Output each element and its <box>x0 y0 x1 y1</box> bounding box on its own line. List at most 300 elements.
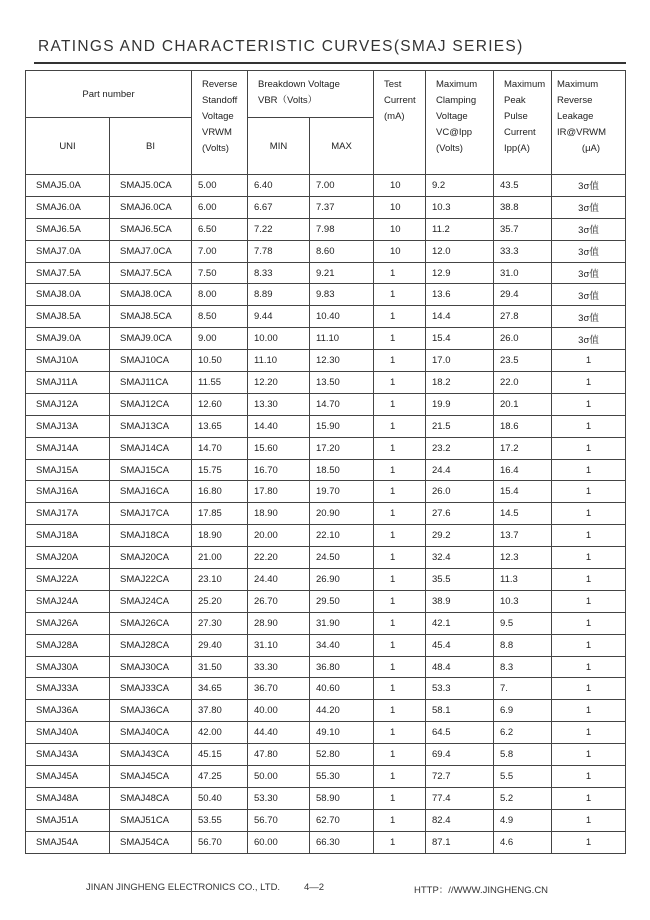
table-cell-vrwm: 27.30 <box>192 612 248 634</box>
table-cell-bi: SMAJ48CA <box>110 787 192 809</box>
table-cell-vrwm: 53.55 <box>192 809 248 831</box>
table-cell-it: 1 <box>374 481 426 503</box>
table-cell-ir: 1 <box>552 393 626 415</box>
table-cell-min: 10.00 <box>248 328 310 350</box>
table-cell-vc: 21.5 <box>426 415 494 437</box>
table-cell-ir: 1 <box>552 459 626 481</box>
table-cell-ir: 1 <box>552 481 626 503</box>
table-cell-vc: 10.3 <box>426 196 494 218</box>
table-cell-it: 1 <box>374 284 426 306</box>
table-cell-ipp: 17.2 <box>494 437 552 459</box>
table-cell-it: 10 <box>374 240 426 262</box>
table-cell-bi: SMAJ8.0CA <box>110 284 192 306</box>
table-cell-it: 1 <box>374 547 426 569</box>
table-cell-it: 1 <box>374 590 426 612</box>
table-cell-vc: 45.4 <box>426 634 494 656</box>
table-cell-bi: SMAJ5.0CA <box>110 175 192 197</box>
table-cell-it: 1 <box>374 744 426 766</box>
table-cell-vc: 15.4 <box>426 328 494 350</box>
table-cell-min: 14.40 <box>248 415 310 437</box>
table-cell-ipp: 11.3 <box>494 569 552 591</box>
table-row <box>26 787 626 809</box>
table-cell-uni: SMAJ12A <box>26 393 110 415</box>
table-row <box>26 306 626 328</box>
table-cell-it: 1 <box>374 503 426 525</box>
table-cell-bi: SMAJ28CA <box>110 634 192 656</box>
table-cell-uni: SMAJ8.5A <box>26 306 110 328</box>
table-cell-vc: 35.5 <box>426 569 494 591</box>
table-cell-vc: 12.0 <box>426 240 494 262</box>
table-cell-bi: SMAJ6.0CA <box>110 196 192 218</box>
table-cell-ipp: 16.4 <box>494 459 552 481</box>
table-cell-vrwm: 17.85 <box>192 503 248 525</box>
table-cell-ipp: 9.5 <box>494 612 552 634</box>
table-cell-bi: SMAJ15CA <box>110 459 192 481</box>
table-row <box>26 809 626 831</box>
table-cell-vc: 82.4 <box>426 809 494 831</box>
table-cell-min: 40.00 <box>248 700 310 722</box>
table-cell-ir: 1 <box>552 787 626 809</box>
table-cell-max: 20.90 <box>310 503 374 525</box>
table-cell-it: 1 <box>374 372 426 394</box>
table-cell-bi: SMAJ7.0CA <box>110 240 192 262</box>
table-cell-ipp: 18.6 <box>494 415 552 437</box>
table-cell-vrwm: 15.75 <box>192 459 248 481</box>
table-row <box>26 393 626 415</box>
table-cell-uni: SMAJ18A <box>26 525 110 547</box>
table-cell-max: 26.90 <box>310 569 374 591</box>
table-cell-min: 20.00 <box>248 525 310 547</box>
vbr-min-header: MIN <box>248 118 310 175</box>
table-cell-vrwm: 14.70 <box>192 437 248 459</box>
table-cell-ir: 1 <box>552 350 626 372</box>
table-cell-vc: 38.9 <box>426 590 494 612</box>
table-row <box>26 831 626 853</box>
table-cell-vrwm: 7.00 <box>192 240 248 262</box>
table-row <box>26 415 626 437</box>
table-cell-vc: 11.2 <box>426 218 494 240</box>
table-cell-vrwm: 11.55 <box>192 372 248 394</box>
table-cell-ir: 3σ值 <box>552 262 626 284</box>
table-cell-vrwm: 31.50 <box>192 656 248 678</box>
table-cell-ipp: 7. <box>494 678 552 700</box>
table-row <box>26 700 626 722</box>
table-cell-ir: 1 <box>552 415 626 437</box>
table-cell-ir: 1 <box>552 503 626 525</box>
table-row <box>26 350 626 372</box>
table-cell-bi: SMAJ36CA <box>110 700 192 722</box>
table-cell-ipp: 5.2 <box>494 787 552 809</box>
table-cell-ipp: 8.8 <box>494 634 552 656</box>
table-cell-bi: SMAJ51CA <box>110 809 192 831</box>
table-cell-uni: SMAJ24A <box>26 590 110 612</box>
table-cell-uni: SMAJ54A <box>26 831 110 853</box>
table-cell-uni: SMAJ5.0A <box>26 175 110 197</box>
table-cell-bi: SMAJ54CA <box>110 831 192 853</box>
table-cell-min: 7.22 <box>248 218 310 240</box>
table-cell-min: 8.89 <box>248 284 310 306</box>
table-cell-uni: SMAJ8.0A <box>26 284 110 306</box>
table-cell-vrwm: 6.50 <box>192 218 248 240</box>
table-cell-bi: SMAJ11CA <box>110 372 192 394</box>
table-cell-max: 62.70 <box>310 809 374 831</box>
table-cell-max: 66.30 <box>310 831 374 853</box>
table-cell-vc: 24.4 <box>426 459 494 481</box>
table-cell-uni: SMAJ13A <box>26 415 110 437</box>
footer-website: HTTP：//WWW.JINGHENG.CN <box>414 885 549 896</box>
table-cell-ipp: 33.3 <box>494 240 552 262</box>
part-number-header: Part number <box>26 71 192 118</box>
table-cell-max: 29.50 <box>310 590 374 612</box>
table-row <box>26 262 626 284</box>
table-row <box>26 766 626 788</box>
table-cell-ir: 1 <box>552 634 626 656</box>
table-cell-max: 10.40 <box>310 306 374 328</box>
table-cell-ipp: 20.1 <box>494 393 552 415</box>
table-cell-ipp: 5.5 <box>494 766 552 788</box>
spec-table-body <box>26 175 626 854</box>
table-cell-ir: 3σ值 <box>552 284 626 306</box>
table-cell-it: 1 <box>374 525 426 547</box>
table-cell-ir: 1 <box>552 437 626 459</box>
table-cell-ir: 3σ值 <box>552 328 626 350</box>
table-cell-ipp: 23.5 <box>494 350 552 372</box>
table-cell-min: 13.30 <box>248 393 310 415</box>
table-cell-ipp: 10.3 <box>494 590 552 612</box>
table-row <box>26 459 626 481</box>
table-cell-vc: 12.9 <box>426 262 494 284</box>
table-cell-vrwm: 18.90 <box>192 525 248 547</box>
table-row <box>26 503 626 525</box>
page-title: RATINGS AND CHARACTERISTIC CURVES(SMAJ SERIES) <box>38 38 524 55</box>
table-cell-max: 22.10 <box>310 525 374 547</box>
table-cell-uni: SMAJ48A <box>26 787 110 809</box>
table-cell-vc: 42.1 <box>426 612 494 634</box>
table-cell-vrwm: 29.40 <box>192 634 248 656</box>
table-cell-vc: 26.0 <box>426 481 494 503</box>
table-cell-ir: 3σ值 <box>552 306 626 328</box>
table-cell-vrwm: 47.25 <box>192 766 248 788</box>
vrwm-header: Reverse Standoff Voltage VRWM (Volts) <box>192 71 248 175</box>
table-cell-min: 28.90 <box>248 612 310 634</box>
table-row <box>26 547 626 569</box>
table-cell-ir: 1 <box>552 569 626 591</box>
table-cell-uni: SMAJ28A <box>26 634 110 656</box>
table-cell-vc: 23.2 <box>426 437 494 459</box>
table-cell-vrwm: 8.00 <box>192 284 248 306</box>
table-cell-vc: 53.3 <box>426 678 494 700</box>
table-cell-max: 17.20 <box>310 437 374 459</box>
table-cell-ir: 3σ值 <box>552 175 626 197</box>
table-cell-vrwm: 16.80 <box>192 481 248 503</box>
table-cell-vc: 27.6 <box>426 503 494 525</box>
vbr-header: Breakdown Voltage VBR（Volts） <box>248 71 374 118</box>
table-row <box>26 656 626 678</box>
table-cell-ipp: 31.0 <box>494 262 552 284</box>
table-cell-ipp: 38.8 <box>494 196 552 218</box>
table-cell-max: 58.90 <box>310 787 374 809</box>
table-cell-ipp: 14.5 <box>494 503 552 525</box>
table-cell-bi: SMAJ26CA <box>110 612 192 634</box>
table-cell-max: 12.30 <box>310 350 374 372</box>
table-cell-uni: SMAJ11A <box>26 372 110 394</box>
table-cell-max: 8.60 <box>310 240 374 262</box>
table-cell-vrwm: 10.50 <box>192 350 248 372</box>
table-cell-ipp: 4.6 <box>494 831 552 853</box>
table-row <box>26 590 626 612</box>
table-cell-vrwm: 50.40 <box>192 787 248 809</box>
table-cell-uni: SMAJ10A <box>26 350 110 372</box>
table-cell-uni: SMAJ14A <box>26 437 110 459</box>
table-row <box>26 634 626 656</box>
table-cell-it: 1 <box>374 612 426 634</box>
table-cell-min: 50.00 <box>248 766 310 788</box>
table-cell-max: 34.40 <box>310 634 374 656</box>
table-cell-bi: SMAJ9.0CA <box>110 328 192 350</box>
table-cell-bi: SMAJ16CA <box>110 481 192 503</box>
table-cell-max: 18.50 <box>310 459 374 481</box>
table-cell-min: 18.90 <box>248 503 310 525</box>
table-cell-min: 33.30 <box>248 656 310 678</box>
table-cell-max: 55.30 <box>310 766 374 788</box>
table-cell-ipp: 8.3 <box>494 656 552 678</box>
table-cell-bi: SMAJ7.5CA <box>110 262 192 284</box>
table-cell-bi: SMAJ18CA <box>110 525 192 547</box>
table-cell-it: 10 <box>374 218 426 240</box>
table-cell-it: 1 <box>374 306 426 328</box>
table-cell-bi: SMAJ40CA <box>110 722 192 744</box>
table-cell-min: 6.40 <box>248 175 310 197</box>
table-row <box>26 196 626 218</box>
table-cell-ipp: 6.9 <box>494 700 552 722</box>
table-cell-bi: SMAJ17CA <box>110 503 192 525</box>
table-cell-vrwm: 8.50 <box>192 306 248 328</box>
table-cell-ir: 3σ值 <box>552 240 626 262</box>
table-cell-max: 7.37 <box>310 196 374 218</box>
table-cell-bi: SMAJ22CA <box>110 569 192 591</box>
table-cell-vc: 87.1 <box>426 831 494 853</box>
table-cell-it: 1 <box>374 328 426 350</box>
table-cell-vc: 72.7 <box>426 766 494 788</box>
footer-page-number: 4—2 <box>304 882 325 893</box>
table-cell-max: 7.98 <box>310 218 374 240</box>
table-cell-uni: SMAJ51A <box>26 809 110 831</box>
table-cell-max: 19.70 <box>310 481 374 503</box>
table-cell-uni: SMAJ15A <box>26 459 110 481</box>
table-cell-max: 36.80 <box>310 656 374 678</box>
table-cell-bi: SMAJ14CA <box>110 437 192 459</box>
table-cell-max: 13.50 <box>310 372 374 394</box>
table-cell-min: 7.78 <box>248 240 310 262</box>
table-cell-bi: SMAJ8.5CA <box>110 306 192 328</box>
table-cell-min: 44.40 <box>248 722 310 744</box>
table-cell-uni: SMAJ30A <box>26 656 110 678</box>
table-cell-min: 56.70 <box>248 809 310 831</box>
test-current-header: Test Current (mA) <box>374 71 426 175</box>
table-row <box>26 284 626 306</box>
table-cell-ir: 1 <box>552 700 626 722</box>
table-cell-max: 44.20 <box>310 700 374 722</box>
table-cell-min: 26.70 <box>248 590 310 612</box>
table-cell-it: 1 <box>374 722 426 744</box>
table-cell-vc: 69.4 <box>426 744 494 766</box>
table-cell-ir: 1 <box>552 656 626 678</box>
table-cell-max: 14.70 <box>310 393 374 415</box>
table-cell-vrwm: 21.00 <box>192 547 248 569</box>
table-cell-max: 52.80 <box>310 744 374 766</box>
table-cell-min: 53.30 <box>248 787 310 809</box>
table-row <box>26 744 626 766</box>
bi-header: BI <box>110 118 192 175</box>
table-cell-min: 31.10 <box>248 634 310 656</box>
table-cell-it: 1 <box>374 656 426 678</box>
table-cell-uni: SMAJ17A <box>26 503 110 525</box>
table-row <box>26 328 626 350</box>
table-cell-ir: 1 <box>552 722 626 744</box>
table-cell-uni: SMAJ26A <box>26 612 110 634</box>
table-cell-it: 1 <box>374 393 426 415</box>
table-cell-bi: SMAJ30CA <box>110 656 192 678</box>
table-cell-uni: SMAJ40A <box>26 722 110 744</box>
table-cell-ir: 1 <box>552 372 626 394</box>
table-cell-min: 22.20 <box>248 547 310 569</box>
table-cell-ir: 1 <box>552 831 626 853</box>
table-cell-vrwm: 23.10 <box>192 569 248 591</box>
table-cell-it: 1 <box>374 634 426 656</box>
table-row <box>26 240 626 262</box>
table-cell-ir: 1 <box>552 678 626 700</box>
table-cell-it: 10 <box>374 175 426 197</box>
table-cell-uni: SMAJ33A <box>26 678 110 700</box>
table-cell-ir: 1 <box>552 590 626 612</box>
table-cell-ipp: 5.8 <box>494 744 552 766</box>
table-row <box>26 722 626 744</box>
table-cell-min: 47.80 <box>248 744 310 766</box>
table-cell-vc: 9.2 <box>426 175 494 197</box>
table-cell-uni: SMAJ45A <box>26 766 110 788</box>
table-cell-it: 1 <box>374 787 426 809</box>
table-cell-ipp: 4.9 <box>494 809 552 831</box>
table-cell-ipp: 35.7 <box>494 218 552 240</box>
table-cell-bi: SMAJ10CA <box>110 350 192 372</box>
table-cell-it: 1 <box>374 415 426 437</box>
table-cell-it: 1 <box>374 350 426 372</box>
table-cell-it: 1 <box>374 700 426 722</box>
table-cell-ipp: 6.2 <box>494 722 552 744</box>
table-row <box>26 175 626 197</box>
table-cell-min: 8.33 <box>248 262 310 284</box>
table-cell-ir: 3σ值 <box>552 196 626 218</box>
table-cell-ipp: 12.3 <box>494 547 552 569</box>
table-cell-it: 1 <box>374 809 426 831</box>
table-cell-vrwm: 45.15 <box>192 744 248 766</box>
table-cell-vrwm: 34.65 <box>192 678 248 700</box>
table-row <box>26 569 626 591</box>
table-cell-bi: SMAJ13CA <box>110 415 192 437</box>
table-cell-vrwm: 25.20 <box>192 590 248 612</box>
table-cell-uni: SMAJ43A <box>26 744 110 766</box>
table-cell-vrwm: 56.70 <box>192 831 248 853</box>
table-cell-ipp: 13.7 <box>494 525 552 547</box>
table-cell-min: 60.00 <box>248 831 310 853</box>
table-cell-bi: SMAJ33CA <box>110 678 192 700</box>
table-cell-ipp: 27.8 <box>494 306 552 328</box>
table-cell-bi: SMAJ24CA <box>110 590 192 612</box>
title-rule <box>34 62 626 64</box>
table-cell-ir: 3σ值 <box>552 218 626 240</box>
table-cell-min: 24.40 <box>248 569 310 591</box>
table-cell-vc: 29.2 <box>426 525 494 547</box>
table-cell-bi: SMAJ43CA <box>110 744 192 766</box>
table-cell-vrwm: 6.00 <box>192 196 248 218</box>
table-cell-uni: SMAJ7.5A <box>26 262 110 284</box>
table-cell-uni: SMAJ22A <box>26 569 110 591</box>
table-cell-vrwm: 7.50 <box>192 262 248 284</box>
table-row <box>26 218 626 240</box>
table-cell-max: 7.00 <box>310 175 374 197</box>
table-cell-max: 9.83 <box>310 284 374 306</box>
table-cell-ir: 1 <box>552 525 626 547</box>
table-row <box>26 481 626 503</box>
table-cell-vc: 14.4 <box>426 306 494 328</box>
table-cell-vrwm: 9.00 <box>192 328 248 350</box>
table-cell-bi: SMAJ45CA <box>110 766 192 788</box>
table-cell-max: 9.21 <box>310 262 374 284</box>
table-cell-min: 11.10 <box>248 350 310 372</box>
table-row <box>26 678 626 700</box>
table-cell-vc: 48.4 <box>426 656 494 678</box>
table-cell-vc: 64.5 <box>426 722 494 744</box>
table-cell-max: 24.50 <box>310 547 374 569</box>
table-row <box>26 372 626 394</box>
table-cell-ir: 1 <box>552 809 626 831</box>
table-row <box>26 612 626 634</box>
footer-company: JINAN JINGHENG ELECTRONICS CO., LTD. <box>86 882 281 893</box>
table-cell-min: 16.70 <box>248 459 310 481</box>
table-cell-uni: SMAJ16A <box>26 481 110 503</box>
table-cell-ir: 1 <box>552 612 626 634</box>
table-cell-ir: 1 <box>552 547 626 569</box>
table-cell-vrwm: 5.00 <box>192 175 248 197</box>
table-cell-uni: SMAJ6.5A <box>26 218 110 240</box>
table-cell-uni: SMAJ6.0A <box>26 196 110 218</box>
table-row <box>26 525 626 547</box>
table-cell-vc: 58.1 <box>426 700 494 722</box>
peak-pulse-current-header: Maximum Peak Pulse Current Ipp(A) <box>494 71 552 175</box>
table-cell-ipp: 26.0 <box>494 328 552 350</box>
table-cell-min: 12.20 <box>248 372 310 394</box>
table-cell-bi: SMAJ20CA <box>110 547 192 569</box>
table-cell-it: 10 <box>374 196 426 218</box>
table-cell-it: 1 <box>374 437 426 459</box>
table-cell-it: 1 <box>374 678 426 700</box>
table-cell-bi: SMAJ12CA <box>110 393 192 415</box>
table-cell-it: 1 <box>374 831 426 853</box>
table-row <box>26 437 626 459</box>
table-cell-vrwm: 42.00 <box>192 722 248 744</box>
table-cell-ir: 1 <box>552 766 626 788</box>
table-cell-uni: SMAJ36A <box>26 700 110 722</box>
spec-table <box>25 70 626 854</box>
table-cell-vc: 19.9 <box>426 393 494 415</box>
table-cell-max: 31.90 <box>310 612 374 634</box>
vbr-max-header: MAX <box>310 118 374 175</box>
table-cell-vc: 18.2 <box>426 372 494 394</box>
table-cell-min: 17.80 <box>248 481 310 503</box>
table-cell-min: 9.44 <box>248 306 310 328</box>
table-cell-it: 1 <box>374 766 426 788</box>
table-cell-vc: 17.0 <box>426 350 494 372</box>
